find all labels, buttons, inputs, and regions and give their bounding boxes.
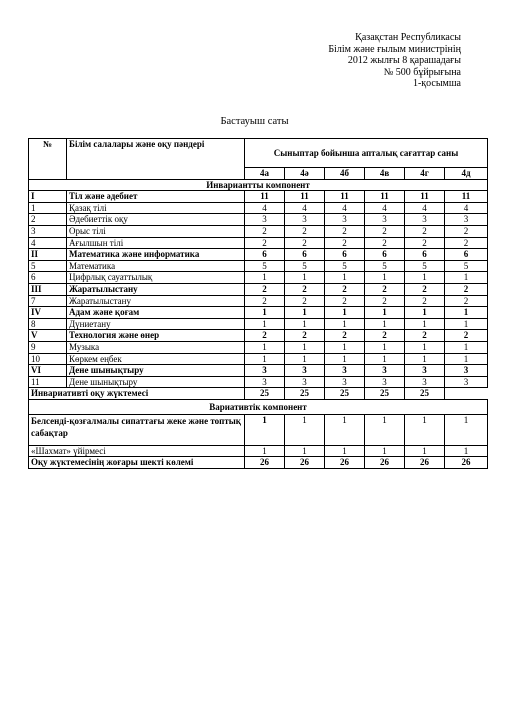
- row-subject: «Шахмат» үйірмесі: [29, 445, 245, 457]
- row-hours: 6: [245, 249, 285, 261]
- table-row: [29, 318, 488, 330]
- row-hours: 5: [325, 260, 365, 272]
- row-hours: 2: [245, 225, 285, 237]
- row-hours: 3: [285, 214, 325, 226]
- row-number: 10: [29, 353, 67, 365]
- row-hours: 5: [365, 260, 405, 272]
- row-hours: 3: [325, 365, 365, 377]
- col-header-subjects: Білім салалары және оқу пәндері: [67, 139, 245, 180]
- row-hours: 6: [365, 249, 405, 261]
- row-hours: 3: [285, 376, 325, 388]
- row-subject: Орыс тілі: [67, 225, 245, 237]
- total-hours: 25: [285, 388, 325, 400]
- row-hours: 2: [285, 225, 325, 237]
- total-hours: 25: [325, 388, 365, 400]
- col-header-hours: Сыныптар бойынша апталық сағаттар саны: [245, 139, 488, 168]
- row-hours: 2: [285, 283, 325, 295]
- row-hours: 2: [365, 330, 405, 342]
- row-number: 2: [29, 214, 67, 226]
- table-row: [29, 249, 488, 261]
- row-hours: 1: [285, 353, 325, 365]
- table-row: [29, 295, 488, 307]
- row-hours: 1: [325, 353, 365, 365]
- max-total-hours: 26: [405, 457, 445, 469]
- row-hours: 3: [365, 365, 405, 377]
- row-number: 11: [29, 376, 67, 388]
- table-row: [29, 214, 488, 226]
- row-subject: Адам және қоғам: [67, 307, 245, 319]
- row-subject: Ағылшын тілі: [67, 237, 245, 249]
- row-hours: 1: [445, 353, 488, 365]
- row-subject: Музыка: [67, 341, 245, 353]
- row-hours: 2: [405, 295, 445, 307]
- row-hours: 1: [445, 307, 488, 319]
- row-hours: 1: [245, 414, 285, 445]
- row-hours: 2: [325, 225, 365, 237]
- row-hours: 6: [325, 249, 365, 261]
- max-total-hours: 26: [365, 457, 405, 469]
- max-total-hours: 26: [325, 457, 365, 469]
- row-number: 1: [29, 202, 67, 214]
- row-number: 9: [29, 341, 67, 353]
- row-hours: 11: [285, 191, 325, 203]
- row-hours: 3: [445, 365, 488, 377]
- table-row: [29, 365, 488, 377]
- row-hours: 1: [325, 272, 365, 284]
- row-hours: 1: [445, 414, 488, 445]
- row-subject: Дене шынықтыру: [67, 365, 245, 377]
- row-subject: Дене шынықтыру: [67, 376, 245, 388]
- row-hours: 2: [405, 283, 445, 295]
- row-hours: 1: [445, 272, 488, 284]
- row-number: I: [29, 191, 67, 203]
- row-hours: 1: [365, 272, 405, 284]
- table-row: [29, 307, 488, 319]
- table-row: [29, 191, 488, 203]
- total-hours: 25: [405, 388, 445, 400]
- row-hours: 2: [245, 330, 285, 342]
- row-subject: Тіл және әдебиет: [67, 191, 245, 203]
- row-hours: 1: [325, 318, 365, 330]
- total-hours: 25: [245, 388, 285, 400]
- header-line: 1-қосымша: [412, 78, 461, 89]
- row-hours: 6: [285, 249, 325, 261]
- row-hours: 1: [325, 414, 365, 445]
- row-hours: 1: [245, 445, 285, 457]
- empty-cell: [445, 388, 488, 400]
- row-hours: 1: [285, 414, 325, 445]
- row-number: 3: [29, 225, 67, 237]
- row-hours: 1: [365, 307, 405, 319]
- grade-header: 4г: [405, 168, 445, 180]
- row-subject: Цифрлық сауаттылық: [67, 272, 245, 284]
- total-row: [29, 457, 488, 469]
- row-hours: 2: [245, 283, 285, 295]
- section-heading-invariant: Инвариантты компонент: [29, 179, 488, 191]
- row-hours: 6: [445, 249, 488, 261]
- row-hours: 1: [285, 445, 325, 457]
- row-subject: Технология және өнер: [67, 330, 245, 342]
- table-row: [29, 237, 488, 249]
- row-hours: 3: [405, 214, 445, 226]
- row-hours: 1: [245, 272, 285, 284]
- row-hours: 3: [325, 376, 365, 388]
- row-hours: 1: [405, 318, 445, 330]
- row-hours: 1: [285, 272, 325, 284]
- row-hours: 2: [405, 237, 445, 249]
- header-line: 2012 жылғы 8 қарашадағы: [347, 55, 461, 66]
- row-hours: 1: [405, 341, 445, 353]
- row-hours: 1: [285, 341, 325, 353]
- row-hours: 2: [365, 225, 405, 237]
- table-row: [29, 414, 488, 445]
- row-hours: 11: [325, 191, 365, 203]
- row-subject: Әдебиеттік оқу: [67, 214, 245, 226]
- row-hours: 4: [325, 202, 365, 214]
- max-total-hours: 26: [285, 457, 325, 469]
- row-hours: 2: [405, 225, 445, 237]
- header-line: № 500 бұйрығына: [383, 66, 461, 78]
- table-row: [29, 225, 488, 237]
- row-hours: 2: [325, 237, 365, 249]
- row-hours: 5: [245, 260, 285, 272]
- row-hours: 1: [325, 341, 365, 353]
- page-title: Бастауыш саты: [220, 116, 289, 127]
- row-number: II: [29, 249, 67, 261]
- row-subject: Математика және информатика: [67, 249, 245, 261]
- row-number: IV: [29, 307, 67, 319]
- row-hours: 3: [365, 376, 405, 388]
- row-hours: 4: [405, 202, 445, 214]
- row-hours: 2: [285, 295, 325, 307]
- row-hours: 2: [245, 295, 285, 307]
- row-hours: 2: [325, 330, 365, 342]
- row-hours: 2: [325, 295, 365, 307]
- row-hours: 4: [445, 202, 488, 214]
- total-hours: 25: [365, 388, 405, 400]
- row-hours: 4: [365, 202, 405, 214]
- row-hours: 1: [445, 318, 488, 330]
- row-subject: Математика: [67, 260, 245, 272]
- row-hours: 11: [445, 191, 488, 203]
- row-subject: Белсенді-қозғалмалы сипаттағы жеке және топтық сабақтар: [29, 414, 245, 445]
- header-line: Білім және ғылым министрінің: [328, 43, 461, 55]
- row-hours: 1: [405, 353, 445, 365]
- row-hours: 3: [285, 365, 325, 377]
- total-row: [29, 388, 488, 400]
- row-hours: 11: [365, 191, 405, 203]
- row-subject: Жаратылыстану: [67, 283, 245, 295]
- order-header: [328, 32, 461, 90]
- row-hours: 2: [365, 283, 405, 295]
- row-hours: 3: [325, 214, 365, 226]
- row-subject: Қазақ тілі: [67, 202, 245, 214]
- row-hours: 2: [365, 295, 405, 307]
- max-total-hours: 26: [245, 457, 285, 469]
- row-hours: 1: [365, 318, 405, 330]
- row-hours: 1: [405, 414, 445, 445]
- row-number: 6: [29, 272, 67, 284]
- row-hours: 3: [445, 214, 488, 226]
- row-hours: 3: [365, 214, 405, 226]
- row-hours: 2: [325, 283, 365, 295]
- row-hours: 1: [365, 414, 405, 445]
- row-hours: 2: [245, 237, 285, 249]
- header-line: Қазақстан Республикасы: [355, 32, 461, 43]
- grade-header: 4в: [365, 168, 405, 180]
- row-hours: 2: [445, 237, 488, 249]
- grade-header: 4б: [325, 168, 365, 180]
- row-hours: 1: [365, 445, 405, 457]
- row-hours: 1: [445, 445, 488, 457]
- row-subject: Көркем еңбек: [67, 353, 245, 365]
- row-hours: 3: [245, 365, 285, 377]
- grade-header: 4а: [245, 168, 285, 180]
- row-number: V: [29, 330, 67, 342]
- row-hours: 5: [445, 260, 488, 272]
- row-hours: 2: [405, 330, 445, 342]
- row-hours: 1: [405, 272, 445, 284]
- row-hours: 2: [445, 295, 488, 307]
- row-number: VI: [29, 365, 67, 377]
- row-hours: 1: [445, 341, 488, 353]
- row-subject: Дүниетану: [67, 318, 245, 330]
- row-number: 8: [29, 318, 67, 330]
- grade-header: 4ә: [285, 168, 325, 180]
- row-hours: 2: [445, 330, 488, 342]
- row-hours: 1: [365, 353, 405, 365]
- row-hours: 2: [285, 237, 325, 249]
- row-hours: 11: [245, 191, 285, 203]
- row-hours: 3: [405, 376, 445, 388]
- max-total-hours: 26: [445, 457, 488, 469]
- row-hours: 5: [285, 260, 325, 272]
- row-hours: 1: [245, 341, 285, 353]
- row-number: III: [29, 283, 67, 295]
- row-hours: 2: [445, 283, 488, 295]
- grade-header: 4д: [445, 168, 488, 180]
- row-hours: 1: [405, 445, 445, 457]
- table-row: [29, 202, 488, 214]
- row-hours: 6: [405, 249, 445, 261]
- row-hours: 1: [245, 307, 285, 319]
- table-row: [29, 283, 488, 295]
- table-row: [29, 260, 488, 272]
- row-hours: 1: [325, 307, 365, 319]
- row-hours: 1: [365, 341, 405, 353]
- row-subject: Жаратылыстану: [67, 295, 245, 307]
- row-hours: 3: [445, 376, 488, 388]
- row-number: 4: [29, 237, 67, 249]
- total-label: Инвариативті оқу жүктемесі: [29, 388, 245, 400]
- row-hours: 5: [405, 260, 445, 272]
- table-row: [29, 341, 488, 353]
- table-row: [29, 445, 488, 457]
- row-hours: 1: [325, 445, 365, 457]
- row-hours: 3: [245, 214, 285, 226]
- row-hours: 4: [285, 202, 325, 214]
- row-hours: 4: [245, 202, 285, 214]
- table-row: [29, 353, 488, 365]
- row-hours: 1: [285, 318, 325, 330]
- row-hours: 2: [365, 237, 405, 249]
- curriculum-table: [28, 138, 488, 469]
- table-row: [29, 376, 488, 388]
- row-hours: 1: [245, 318, 285, 330]
- row-hours: 3: [245, 376, 285, 388]
- table-row: [29, 330, 488, 342]
- section-heading-variative: Вариативтік компонент: [29, 399, 488, 414]
- row-hours: 2: [445, 225, 488, 237]
- row-hours: 3: [405, 365, 445, 377]
- row-number: 7: [29, 295, 67, 307]
- row-hours: 11: [405, 191, 445, 203]
- row-hours: 1: [245, 353, 285, 365]
- max-total-label: Оқу жүктемесінің жоғары шекті көлемі: [29, 457, 245, 469]
- col-header-number: №: [29, 139, 67, 180]
- table-row: [29, 272, 488, 284]
- row-hours: 1: [285, 307, 325, 319]
- row-hours: 1: [405, 307, 445, 319]
- row-number: 5: [29, 260, 67, 272]
- row-hours: 2: [285, 330, 325, 342]
